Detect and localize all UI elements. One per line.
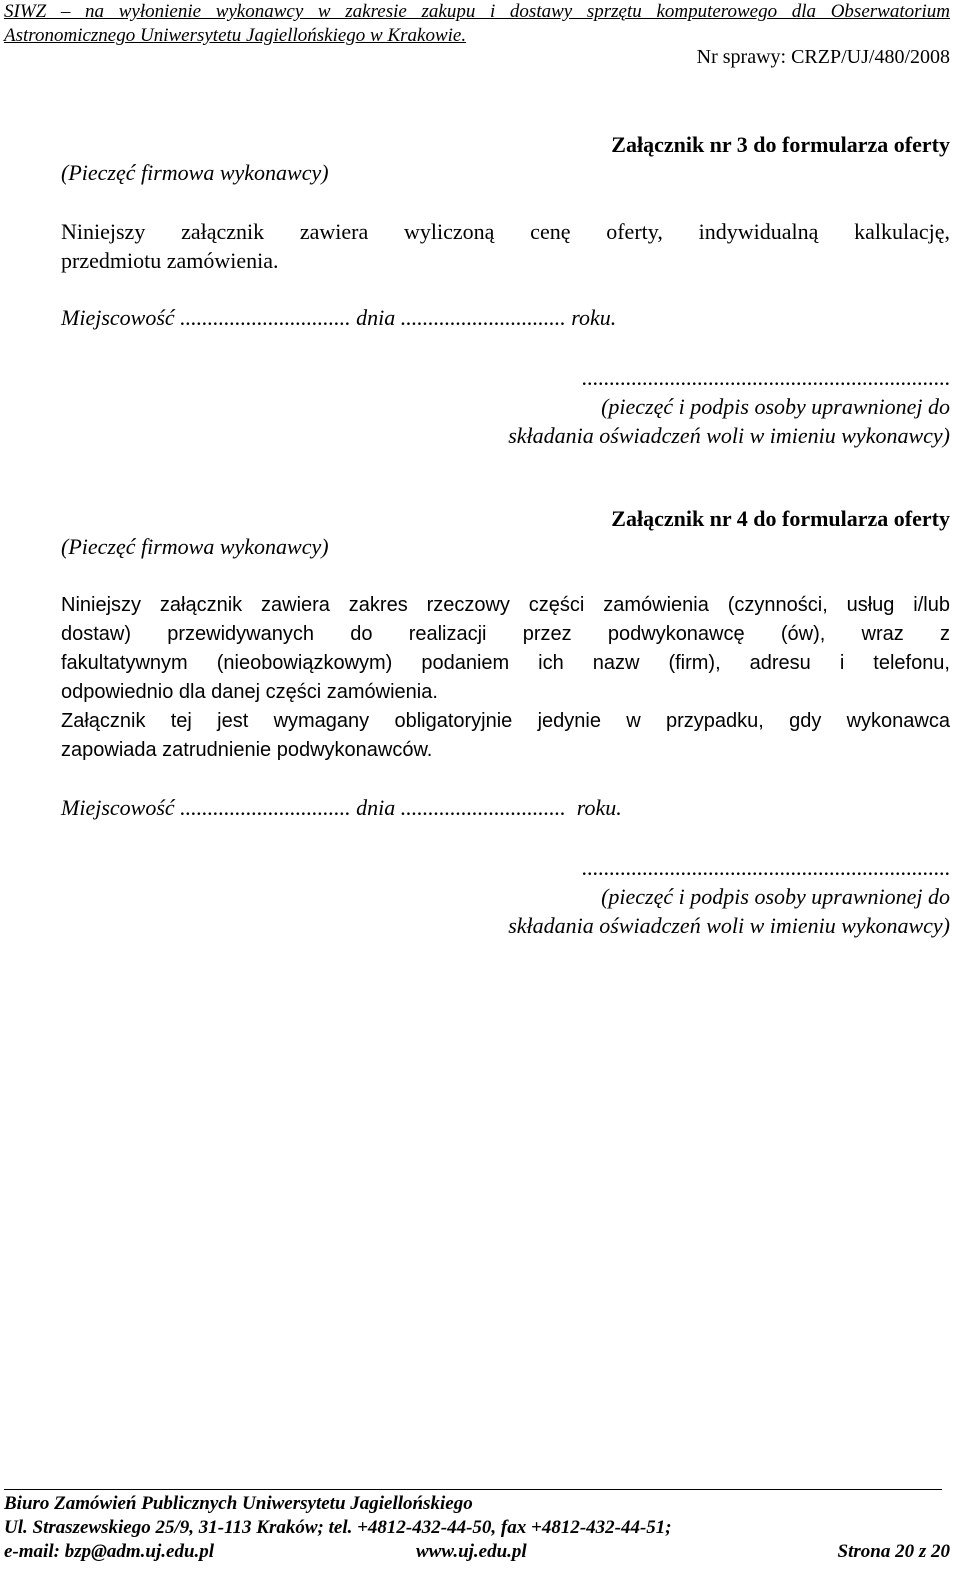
attachment4-line: fakultatywnym (nieobowiązkowym) podaniem ich nazw (firm), adresu i telefonu, bbox=[61, 652, 950, 674]
attachment4-line: dostaw) przewidywanych do realizacji przez podwykonawcę (ów), wraz z bbox=[61, 623, 950, 645]
attachment3-title: Załącznik nr 3 do formularza oferty bbox=[611, 132, 950, 157]
attachment4-signature-caption1: (pieczęć i podpis osoby uprawnionej do bbox=[601, 884, 950, 909]
footer-website-link[interactable]: www.uj.edu.pl bbox=[416, 1541, 527, 1562]
footer-address: Ul. Straszewskiego 25/9, 31-113 Kraków; tel. +4812-432-44-50, fax +4812-432-44-51; bbox=[4, 1517, 672, 1538]
footer-email-label: e-mail: bbox=[4, 1541, 60, 1562]
attachment4-line: Niniejszy załącznik zawiera zakres rzeczowy części zamówienia (czynności, usług i/lub bbox=[61, 594, 950, 616]
attachment4-line: zapowiada zatrudnienie podwykonawców. bbox=[61, 739, 433, 761]
attachment3-signature-line: ................................................................... bbox=[581, 365, 950, 390]
page-number: Strona 20 z 20 bbox=[837, 1541, 950, 1562]
attachment4-stamp: (Pieczęć firmowa wykonawcy) bbox=[61, 534, 329, 559]
footer-contact-row bbox=[4, 1540, 950, 1564]
attachment3-place-date: Miejscowość ............................... dnia .............................. roku. bbox=[61, 305, 617, 330]
footer-divider bbox=[4, 1489, 942, 1490]
attachment3-intro bbox=[61, 217, 950, 275]
header-title-line2: Astronomicznego Uniwersytetu Jagiellońskiego w Krakowie. bbox=[4, 25, 467, 46]
attachment4-title: Załącznik nr 4 do formularza oferty bbox=[611, 506, 950, 531]
case-number: Nr sprawy: CRZP/UJ/480/2008 bbox=[696, 46, 950, 68]
attachment3-signature-caption1: (pieczęć i podpis osoby uprawnionej do bbox=[601, 394, 950, 419]
attachment3-intro-line2: przedmiotu zamówienia. bbox=[61, 248, 279, 273]
page-header bbox=[4, 0, 950, 48]
header-title-line1: SIWZ – na wyłonienie wykonawcy w zakresie zakupu i dostawy sprzętu komputerowego dla Obserwatorium bbox=[4, 1, 950, 22]
attachment4-signature-block bbox=[430, 853, 950, 940]
attachment4-place-date: Miejscowość ............................... dnia .............................. roku. bbox=[61, 795, 622, 820]
footer-office: Biuro Zamówień Publicznych Uniwersytetu Jagiellońskiego bbox=[4, 1493, 473, 1514]
attachment4-signature-line: ................................................................... bbox=[581, 855, 950, 880]
attachment3-signature-block bbox=[430, 363, 950, 450]
attachment3-stamp: (Pieczęć firmowa wykonawcy) bbox=[61, 160, 329, 185]
attachment4-signature-caption2: składania oświadczeń woli w imieniu wykonawcy) bbox=[508, 913, 950, 938]
attachment4-body bbox=[61, 591, 950, 765]
attachment3-signature-caption2: składania oświadczeń woli w imieniu wykonawcy) bbox=[508, 423, 950, 448]
attachment4-line: Załącznik tej jest wymagany obligatoryjnie jedynie w przypadku, gdy wykonawca bbox=[61, 710, 950, 732]
attachment4-line: odpowiednio dla danej części zamówienia. bbox=[61, 681, 438, 703]
attachment3-intro-line1: Niniejszy załącznik zawiera wyliczoną cenę oferty, indywidualną kalkulację, bbox=[61, 219, 950, 244]
footer-email-link[interactable]: bzp@adm.uj.edu.pl bbox=[64, 1541, 215, 1562]
footer-email-group bbox=[4, 1540, 214, 1564]
